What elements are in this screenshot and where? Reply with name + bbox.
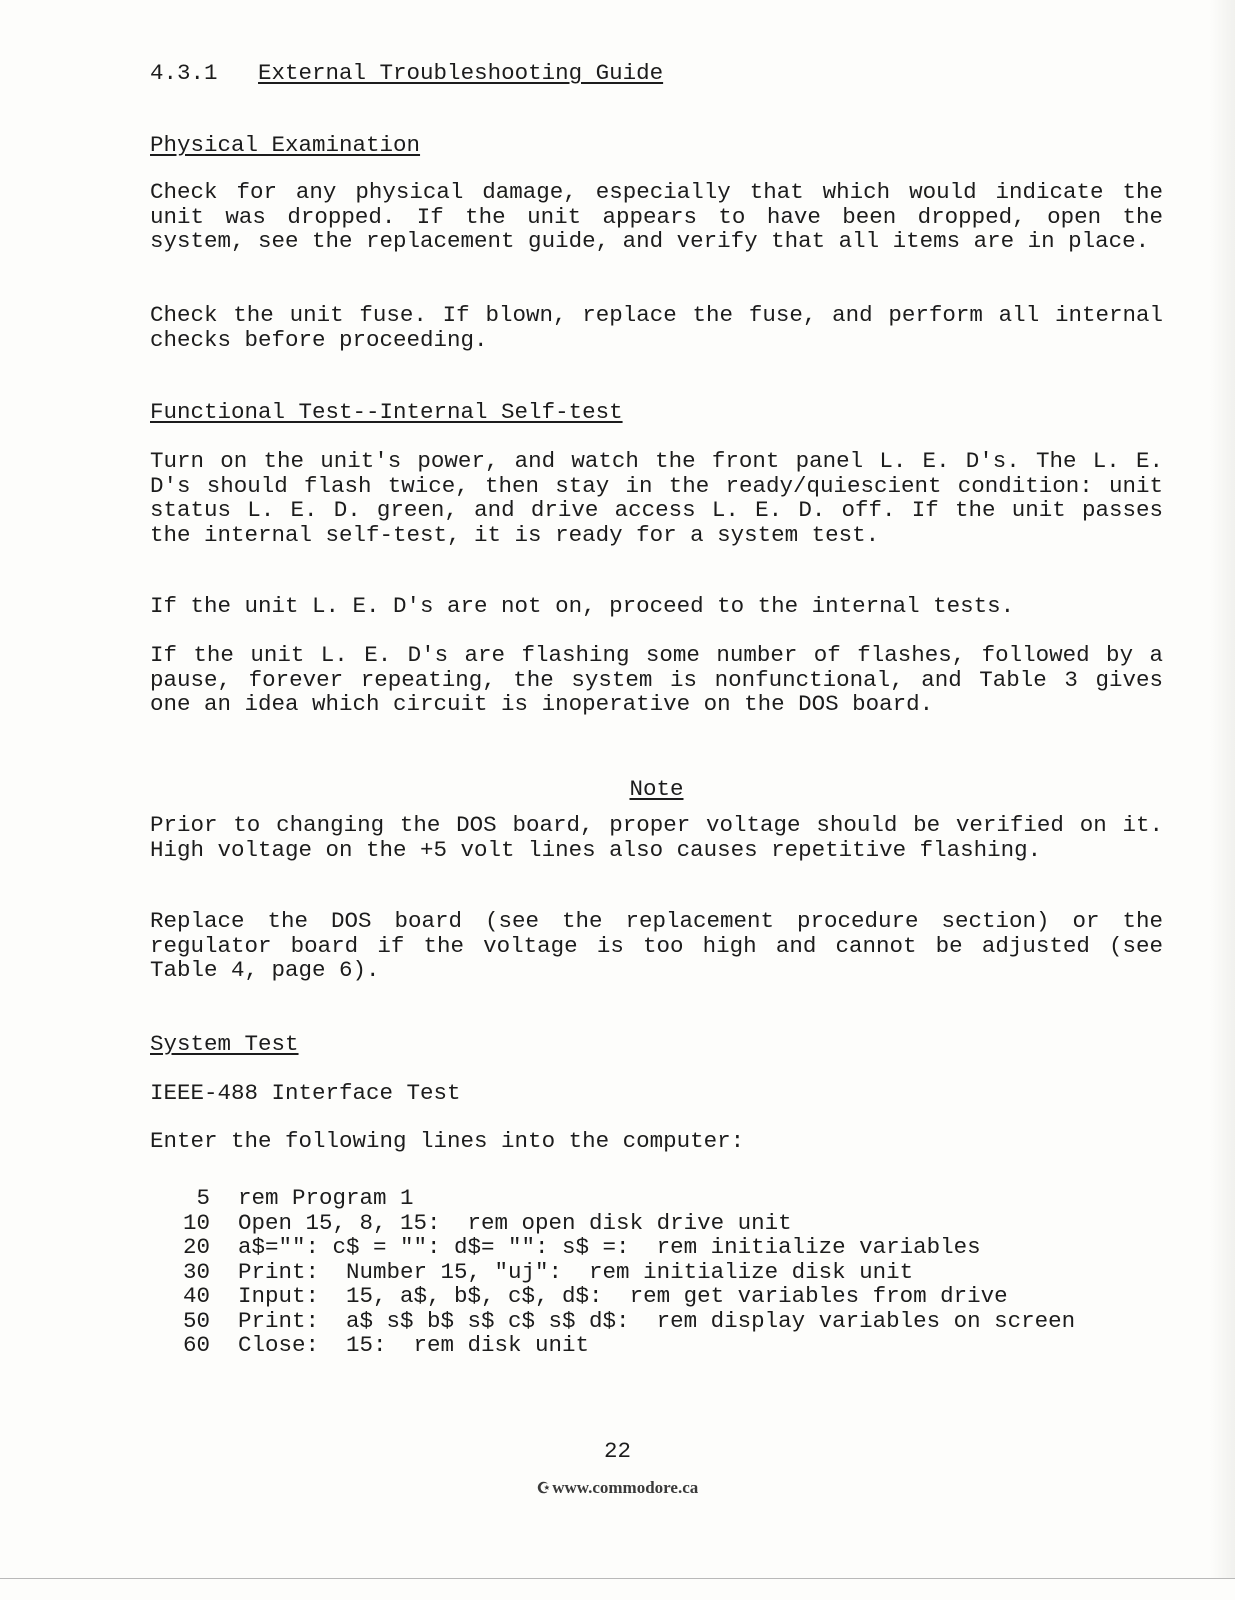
page-shadow <box>1210 0 1235 1578</box>
line-code: Print: Number 15, "uj": rem initialize disk unit <box>238 1258 914 1285</box>
program-line <box>170 1333 1075 1358</box>
note-heading: Note <box>629 776 684 802</box>
line-number: 50 <box>182 1307 210 1334</box>
program-line <box>170 1260 1075 1285</box>
functional-test-paragraph-2: If the unit L. E. D's are not on, proceed to the internal tests. <box>150 593 1015 619</box>
line-number: 40 <box>182 1283 210 1309</box>
physical-examination-heading <box>150 132 420 158</box>
functional-test-paragraph-1: Turn on the unit's power, and watch the front panel L. E. D's. The L. E. D's should flash twice, then stay in the ready/quiescient condition: unit status L. E. D. green, and drive access L. E. D. off. If the unit passes the internal self-test, it is ready for a system test. <box>150 448 1163 548</box>
watermark-text: www.commodore.ca <box>552 1478 699 1497</box>
note-paragraph-2: Replace the DOS board (see the replacement procedure section) or the regulator board if the voltage is too high and cannot be adjusted (see Table 4, page 6). <box>150 908 1163 983</box>
functional-test-paragraph-3: If the unit L. E. D's are flashing some number of flashes, followed by a pause, forever repeating, the system is nonfunctional, and Table 3 gives one an idea which circuit is inoperative on the DOS board. <box>150 642 1163 717</box>
program-line <box>170 1309 1075 1334</box>
line-number: 5 <box>196 1185 210 1211</box>
physical-examination-heading-text: Physical Examination <box>150 132 421 158</box>
line-number: 20 <box>182 1234 210 1260</box>
line-number: 30 <box>182 1258 210 1285</box>
section-heading <box>150 60 663 86</box>
functional-test-heading <box>150 399 623 425</box>
commodore-logo-icon: ☪ <box>536 1481 551 1497</box>
instruction-text: Enter the following lines into the computer: <box>150 1128 745 1154</box>
line-code: Open 15, 8, 15: rem open disk drive unit <box>238 1209 792 1236</box>
page-bottom-edge <box>0 1578 1235 1579</box>
watermark <box>0 1478 1235 1499</box>
interface-test-subheading: IEEE-488 Interface Test <box>150 1080 461 1106</box>
program-line <box>170 1211 1075 1236</box>
program-listing <box>170 1186 1075 1358</box>
line-code: a$="": c$ = "": d$= "": s$ =: rem initialize variables <box>238 1234 981 1260</box>
line-code: Close: 15: rem disk unit <box>238 1332 590 1358</box>
system-test-heading-text: System Test <box>150 1031 299 1057</box>
section-title: External Troubleshooting Guide <box>258 60 664 86</box>
section-number: 4.3.1 <box>150 60 218 86</box>
physical-examination-paragraph-1: Check for any physical damage, especially that which would indicate the unit was dropped. If the unit appears to have been dropped, open the system, see the replacement guide, and verify that all items are in place. <box>150 179 1163 254</box>
line-code: Print: a$ s$ b$ s$ c$ s$ d$: rem display variables on screen <box>238 1307 1076 1334</box>
line-number: 60 <box>182 1332 210 1358</box>
line-code: Input: 15, a$, b$, c$, d$: rem get variables from drive <box>238 1283 1008 1309</box>
program-line <box>170 1186 1075 1211</box>
program-line <box>170 1235 1075 1260</box>
page-number: 22 <box>603 1438 631 1464</box>
note-paragraph-1: Prior to changing the DOS board, proper voltage should be verified on it. High voltage on the +5 volt lines also causes repetitive flashing. <box>150 812 1163 863</box>
line-code: rem Program 1 <box>238 1185 414 1211</box>
system-test-heading <box>150 1031 299 1057</box>
program-line <box>170 1284 1075 1309</box>
physical-examination-paragraph-2: Check the unit fuse. If blown, replace the fuse, and perform all internal checks before proceeding. <box>150 302 1163 353</box>
line-number: 10 <box>182 1209 210 1236</box>
functional-test-heading-text: Functional Test--Internal Self-test <box>150 399 623 425</box>
